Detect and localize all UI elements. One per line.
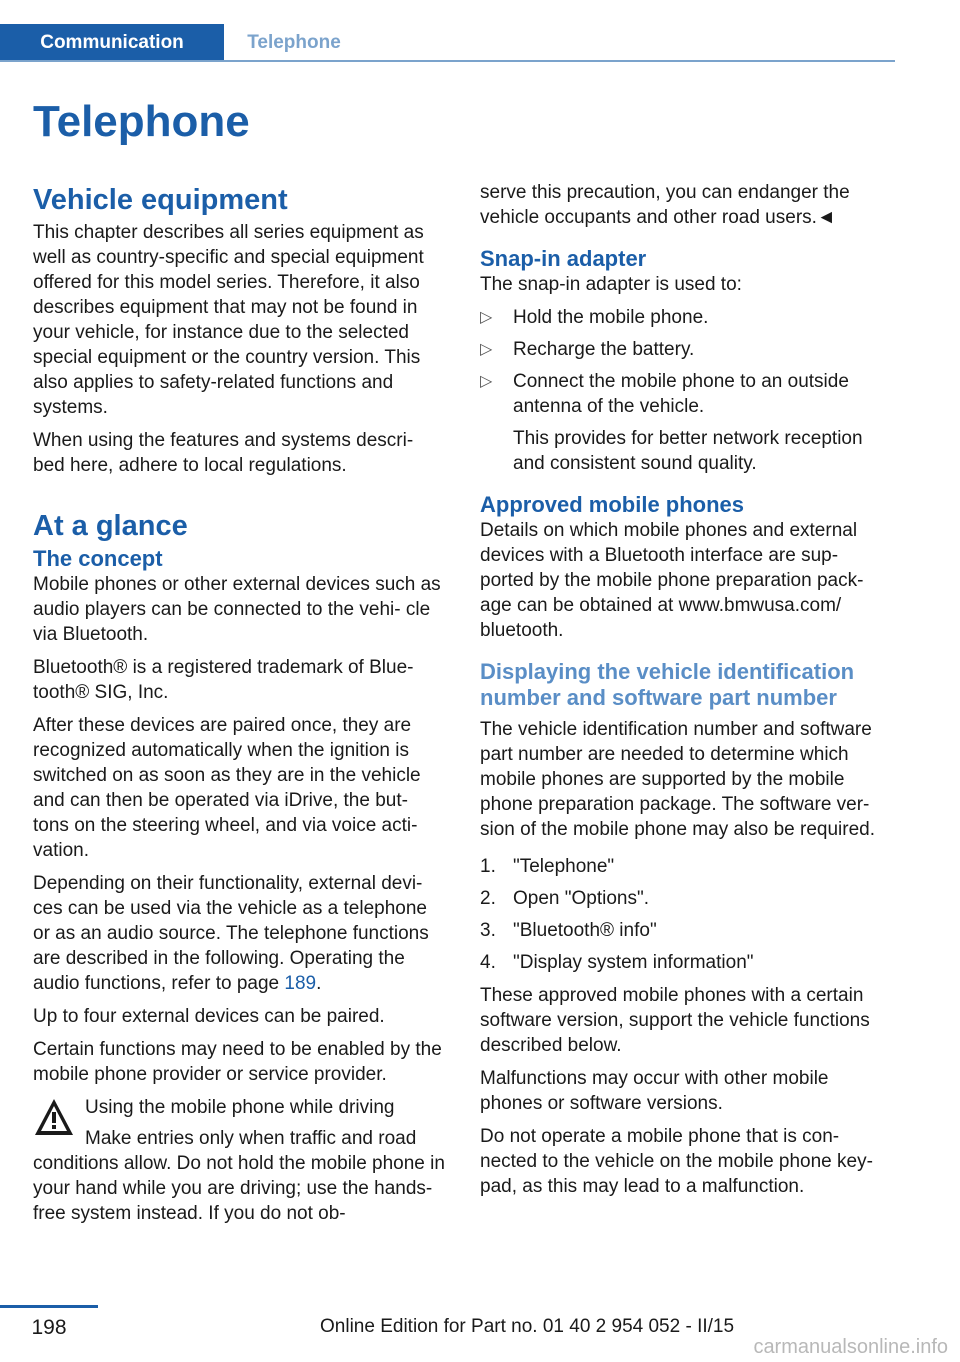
- list-item-subtext: This provides for better network reception and consistent sound quality.: [513, 428, 863, 474]
- paragraph-text: Depending on their functionality, external devi‐ ces can be used via the vehicle as a telephone or as an audio source. The telephone functions are described in the following. Operating the audio functions, refer to page: [33, 873, 429, 994]
- list-item-text: Connect the mobile phone to an outside antenna of the vehicle.: [513, 371, 849, 417]
- paragraph: This chapter describes all series equipment as well as country-specific and special equipment offered for this model series. Therefore, it also describes equipment that may not be found in your vehicle, for instance due to the selected special equipment or the country version. This also applies to safety-related functions and systems.: [33, 222, 424, 418]
- paragraph-continued: serve this precaution, you can endanger the vehicle occupants and other road users.◄: [480, 182, 850, 228]
- list-item: [480, 854, 896, 879]
- step-number: 2.: [480, 888, 496, 909]
- list-item: [480, 918, 896, 943]
- warning-box: [33, 1095, 449, 1226]
- list-item-text: Hold the mobile phone.: [513, 307, 709, 328]
- tab-communication[interactable]: Communication: [0, 24, 224, 61]
- heading-approved-mobile-phones: Approved mobile phones: [480, 492, 745, 517]
- list-item: [480, 305, 896, 330]
- paragraph: After these devices are paired once, they are recognized automatically when the ignition is switched on as soon as they are in the vehicle and can then be operated via iDrive, the but‐ tons on the steering wheel, and via voice acti‐ vation.: [33, 715, 421, 861]
- heading-display-vin: Displaying the vehicle identification number and software part number: [480, 659, 855, 710]
- paragraph: Details on which mobile phones and external devices with a Bluetooth interface are sup‐ ported by the mobile phone preparation pack‐ age can be obtained at www.bmwusa.com/ bluetooth.: [480, 520, 864, 641]
- paragraph: Malfunctions may occur with other mobile phones or software versions.: [480, 1068, 829, 1114]
- list-item: [480, 886, 896, 911]
- edition-text: Online Edition for Part no. 01 40 2 954 052 - II/15: [320, 1316, 735, 1337]
- header-divider: [0, 60, 895, 62]
- watermark: carmanualsonline.info: [753, 1336, 948, 1358]
- paragraph: These approved mobile phones with a certain software version, support the vehicle functions described below.: [480, 985, 870, 1056]
- paragraph: Do not operate a mobile phone that is con‐ nected to the vehicle on the mobile phone key‐ pad, as this may lead to a malfunction.: [480, 1126, 873, 1197]
- list-item-text: Recharge the battery.: [513, 339, 695, 360]
- step-number: 1.: [480, 856, 496, 877]
- paragraph-text: .: [316, 973, 322, 994]
- numbered-steps: [480, 854, 896, 975]
- heading-vehicle-equipment: Vehicle equipment: [33, 184, 288, 216]
- step-number: 4.: [480, 952, 496, 973]
- bullet-triangle-icon: ▷: [480, 373, 493, 390]
- page-number: 198: [31, 1316, 67, 1339]
- heading-the-concept: The concept: [33, 546, 163, 571]
- paragraph: Bluetooth® is a registered trademark of Blue‐ tooth® SIG, Inc.: [33, 657, 414, 703]
- warning-title: Using the mobile phone while driving: [85, 1097, 395, 1118]
- list-item: [480, 337, 896, 362]
- right-column: [480, 180, 896, 1207]
- page-title: Telephone: [33, 97, 250, 146]
- step-text: "Bluetooth® info": [513, 920, 657, 941]
- step-number: 3.: [480, 920, 496, 941]
- paragraph: When using the features and systems descri‐ bed here, adhere to local regulations.: [33, 430, 414, 476]
- paragraph: Mobile phones or other external devices such as audio players can be connected to the vehi‐ cle via Bluetooth.: [33, 574, 441, 645]
- list-item: [480, 950, 896, 975]
- header-bar: [0, 24, 895, 62]
- bullet-triangle-icon: ▷: [480, 341, 493, 358]
- paragraph-with-link: [33, 871, 449, 996]
- bullet-list: [480, 305, 896, 476]
- step-text: "Display system information": [513, 952, 754, 973]
- page-link-189[interactable]: 189: [284, 973, 317, 994]
- heading-at-a-glance: At a glance: [33, 510, 188, 542]
- paragraph: Up to four external devices can be paired.: [33, 1006, 385, 1027]
- warning-body: Make entries only when traffic and road conditions allow. Do not hold the mobile phone in your hand while you are driving; use the hands-free system instead. If you do not ob‐: [33, 1128, 445, 1224]
- left-column: [33, 180, 449, 1234]
- bullet-triangle-icon: ▷: [480, 309, 493, 326]
- step-text: "Telephone": [513, 856, 615, 877]
- paragraph: Certain functions may need to be enabled by the mobile phone provider or service provider.: [33, 1039, 442, 1085]
- step-text: Open "Options".: [513, 888, 650, 909]
- tab-telephone[interactable]: Telephone: [247, 31, 341, 53]
- paragraph: The snap-in adapter is used to:: [480, 274, 742, 295]
- list-item: [480, 369, 896, 476]
- heading-snap-in-adapter: Snap-in adapter: [480, 246, 647, 271]
- paragraph: The vehicle identification number and software part number are needed to determine which mobile phones are supported by the mobile phone preparation package. The software ver‐ sion of the mobile phone may also be required.: [480, 719, 876, 840]
- warning-triangle-icon: [33, 1097, 75, 1139]
- footer-divider: [0, 1305, 98, 1308]
